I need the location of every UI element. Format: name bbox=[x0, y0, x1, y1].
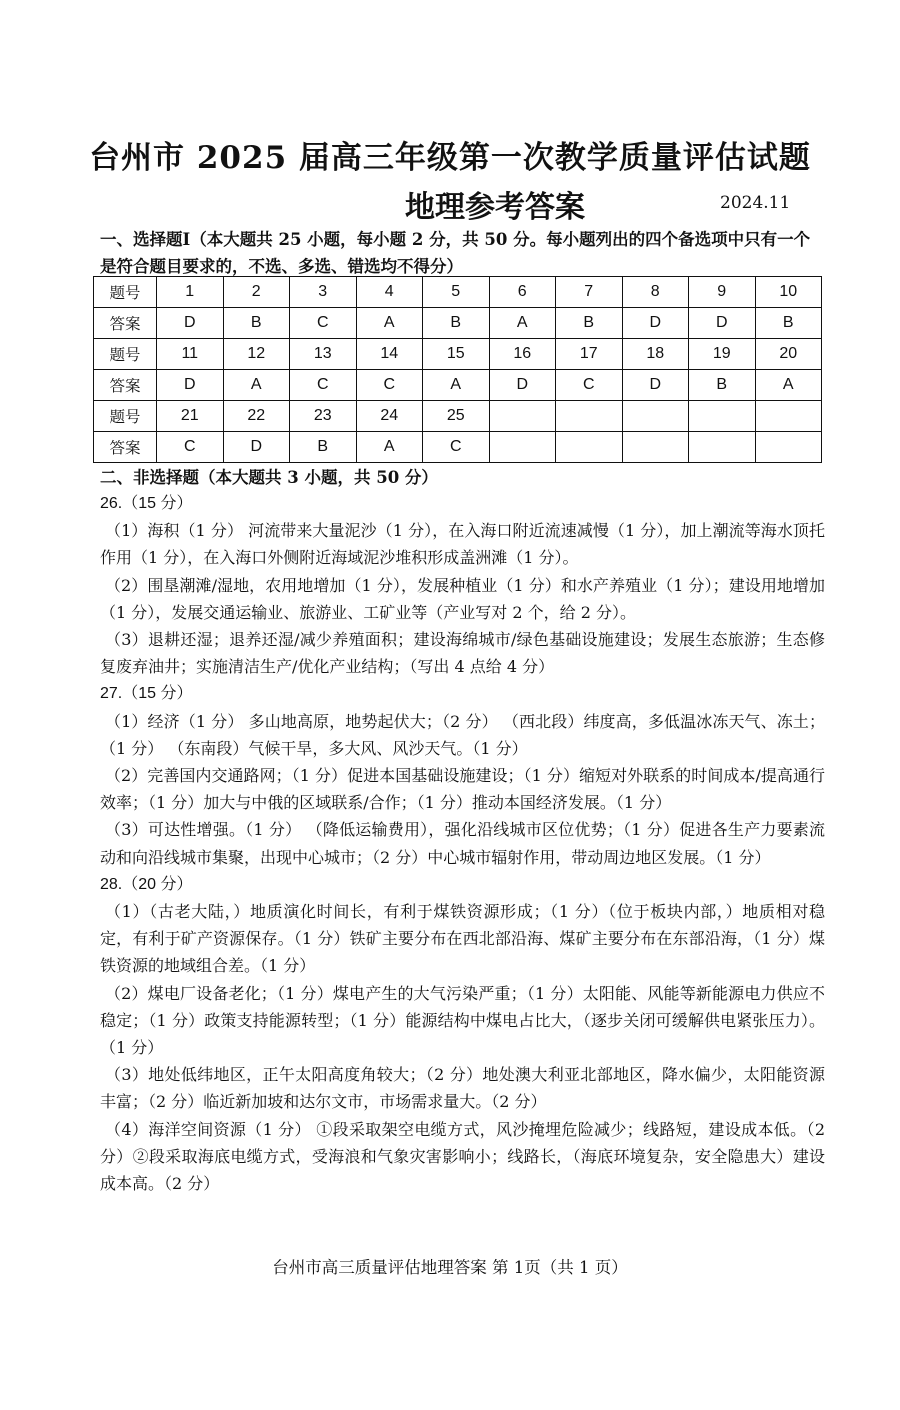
question-number: 10 bbox=[755, 277, 822, 308]
answer-cell: B bbox=[755, 308, 822, 339]
row-label: 题号 bbox=[94, 401, 157, 432]
row-label: 题号 bbox=[94, 277, 157, 308]
question-number: 4 bbox=[356, 277, 423, 308]
question-number: 25 bbox=[423, 401, 490, 432]
question-number-row bbox=[94, 277, 822, 308]
question-number: 2 bbox=[223, 277, 290, 308]
document-date: 2024.11 bbox=[720, 193, 791, 213]
empty-cell bbox=[755, 432, 822, 463]
answer-row bbox=[94, 370, 822, 401]
answer-cell: C bbox=[423, 432, 490, 463]
answer-cell: D bbox=[157, 308, 224, 339]
answer-cell: A bbox=[423, 370, 490, 401]
empty-cell bbox=[489, 432, 556, 463]
empty-cell bbox=[622, 401, 689, 432]
question-28-part-2: （2）煤电厂设备老化；（1 分）煤电产生的大气污染严重；（1 分）太阳能、风能等新能源电力供应不稳定；（1 分）政策支持能源转型；（1 分）能源结构中煤电占比大，（逐步关闭可缓解供电紧张压力）。（1 分） bbox=[100, 983, 825, 1058]
answer-cell: A bbox=[356, 308, 423, 339]
question-number: 19 bbox=[689, 339, 756, 370]
answer-cell: C bbox=[356, 370, 423, 401]
question-number: 13 bbox=[290, 339, 357, 370]
question-number: 12 bbox=[223, 339, 290, 370]
answer-cell: A bbox=[223, 370, 290, 401]
question-number: 17 bbox=[556, 339, 623, 370]
answer-content bbox=[100, 490, 825, 1197]
section2-heading: 二、非选择题（本大题共 3 小题，共 50 分） bbox=[100, 468, 438, 487]
empty-cell bbox=[556, 432, 623, 463]
answer-cell: D bbox=[689, 308, 756, 339]
question-27-label: 27.（15 分） bbox=[100, 685, 193, 703]
question-28-part-4: （4）海洋空间资源（1 分） ①段采取架空电缆方式，风沙掩埋危险减少；线路短，建设成本低。（2 分）②段采取海底电缆方式，受海浪和气象灾害影响小；线路长，（海底环境复杂，安全隐患大）建设成本高。（2 分） bbox=[100, 1119, 825, 1194]
question-28-part-3: （3）地处低纬地区，正午太阳高度角较大；（2 分）地处澳大利亚北部地区，降水偏少，太阳能资源丰富；（2 分）临近新加坡和达尔文市，市场需求量大。（2 分） bbox=[100, 1065, 825, 1112]
question-number: 23 bbox=[290, 401, 357, 432]
answer-cell: B bbox=[423, 308, 490, 339]
question-number: 9 bbox=[689, 277, 756, 308]
question-number: 24 bbox=[356, 401, 423, 432]
question-28-label: 28.（20 分） bbox=[100, 875, 193, 893]
question-number: 3 bbox=[290, 277, 357, 308]
empty-cell bbox=[689, 401, 756, 432]
empty-cell bbox=[556, 401, 623, 432]
answer-row bbox=[94, 432, 822, 463]
answer-cell: C bbox=[290, 308, 357, 339]
question-number: 7 bbox=[556, 277, 623, 308]
answer-cell: B bbox=[290, 432, 357, 463]
question-number: 18 bbox=[622, 339, 689, 370]
answer-cell: B bbox=[556, 308, 623, 339]
question-number: 11 bbox=[157, 339, 224, 370]
question-27-part-2: （2）完善国内交通路网；（1 分）促进本国基础设施建设；（1 分）缩短对外联系的时间成本/提高通行效率；（1 分）加大与中俄的区域联系/合作；（1 分）推动本国经济发展。（1 分） bbox=[100, 766, 825, 813]
question-26-label: 26.（15 分） bbox=[100, 495, 193, 512]
page-footer: 台州市高三质量评估地理答案 第 1页（共 1 页） bbox=[272, 1258, 628, 1277]
answer-cell: D bbox=[223, 432, 290, 463]
question-number: 1 bbox=[157, 277, 224, 308]
question-27-part-1: （1）经济（1 分） 多山地高原，地势起伏大；（2 分） （西北段）纬度高，多低温冰冻天气、冻土；（1 分） （东南段）气候干旱，多大风、风沙天气。（1 分） bbox=[100, 711, 825, 758]
question-number: 16 bbox=[489, 339, 556, 370]
empty-cell bbox=[689, 432, 756, 463]
question-number: 14 bbox=[356, 339, 423, 370]
question-number: 15 bbox=[423, 339, 490, 370]
answer-cell: C bbox=[290, 370, 357, 401]
answer-cell: A bbox=[356, 432, 423, 463]
answer-cell: D bbox=[489, 370, 556, 401]
question-26-part-3: （3）退耕还湿；退养还湿/减少养殖面积；建设海绵城市/绿色基础设施建设；发展生态旅游；生态修复废弃油井；实施清洁生产/优化产业结构；（写出 4 点给 4 分） bbox=[100, 630, 825, 677]
question-number-row bbox=[94, 339, 822, 370]
exam-title: 台州市 2025 届高三年级第一次教学质量评估试题 bbox=[89, 140, 811, 176]
answer-cell: C bbox=[556, 370, 623, 401]
question-number: 21 bbox=[157, 401, 224, 432]
question-26-part-1: （1）海积（1 分） 河流带来大量泥沙（1 分），在入海口附近流速减慢（1 分），加上潮流等海水顶托作用（1 分），在入海口外侧附近海域泥沙堆积形成盖洲滩（1 分）。 bbox=[100, 521, 825, 568]
answer-cell: C bbox=[157, 432, 224, 463]
question-number: 6 bbox=[489, 277, 556, 308]
question-number: 8 bbox=[622, 277, 689, 308]
question-27-part-3: （3）可达性增强。（1 分） （降低运输费用），强化沿线城市区位优势；（1 分）促进各生产力要素流动和向沿线城市集聚，出现中心城市；（2 分）中心城市辐射作用，带动周边地区发展。（1 分） bbox=[100, 820, 825, 867]
question-28-part-1: （1）（古老大陆，）地质演化时间长，有利于煤铁资源形成；（1 分）（位于板块内部，）地质相对稳定，有利于矿产资源保存。（1 分）铁矿主要分布在西北部沿海、煤矿主要分布在东部沿海，（1 分）煤铁资源的地域组合差。（1 分） bbox=[100, 902, 825, 976]
row-label: 答案 bbox=[94, 370, 157, 401]
question-number-row bbox=[94, 401, 822, 432]
question-26-part-2: （2）围垦潮滩/湿地，农用地增加（1 分），发展种植业（1 分）和水产养殖业（1 分）；建设用地增加（1 分），发展交通运输业、旅游业、工矿业等（产业写对 2 个，给 2 分）。 bbox=[100, 575, 825, 622]
answer-cell: D bbox=[622, 308, 689, 339]
answer-table bbox=[93, 276, 822, 463]
answer-cell: B bbox=[223, 308, 290, 339]
answer-cell: A bbox=[489, 308, 556, 339]
question-number: 22 bbox=[223, 401, 290, 432]
answer-row bbox=[94, 308, 822, 339]
empty-cell bbox=[755, 401, 822, 432]
row-label: 答案 bbox=[94, 432, 157, 463]
question-number: 20 bbox=[755, 339, 822, 370]
empty-cell bbox=[622, 432, 689, 463]
section1-heading: 一、选择题Ⅰ（本大题共 25 小题，每小题 2 分，共 50 分。每小题列出的四个备选项中只有一个是符合题目要求的，不选、多选、错选均不得分） bbox=[100, 230, 811, 276]
answer-cell: D bbox=[157, 370, 224, 401]
document-subtitle: 地理参考答案 bbox=[405, 190, 585, 225]
answer-cell: D bbox=[622, 370, 689, 401]
row-label: 题号 bbox=[94, 339, 157, 370]
answer-cell: A bbox=[755, 370, 822, 401]
answer-cell: B bbox=[689, 370, 756, 401]
row-label: 答案 bbox=[94, 308, 157, 339]
empty-cell bbox=[489, 401, 556, 432]
question-number: 5 bbox=[423, 277, 490, 308]
